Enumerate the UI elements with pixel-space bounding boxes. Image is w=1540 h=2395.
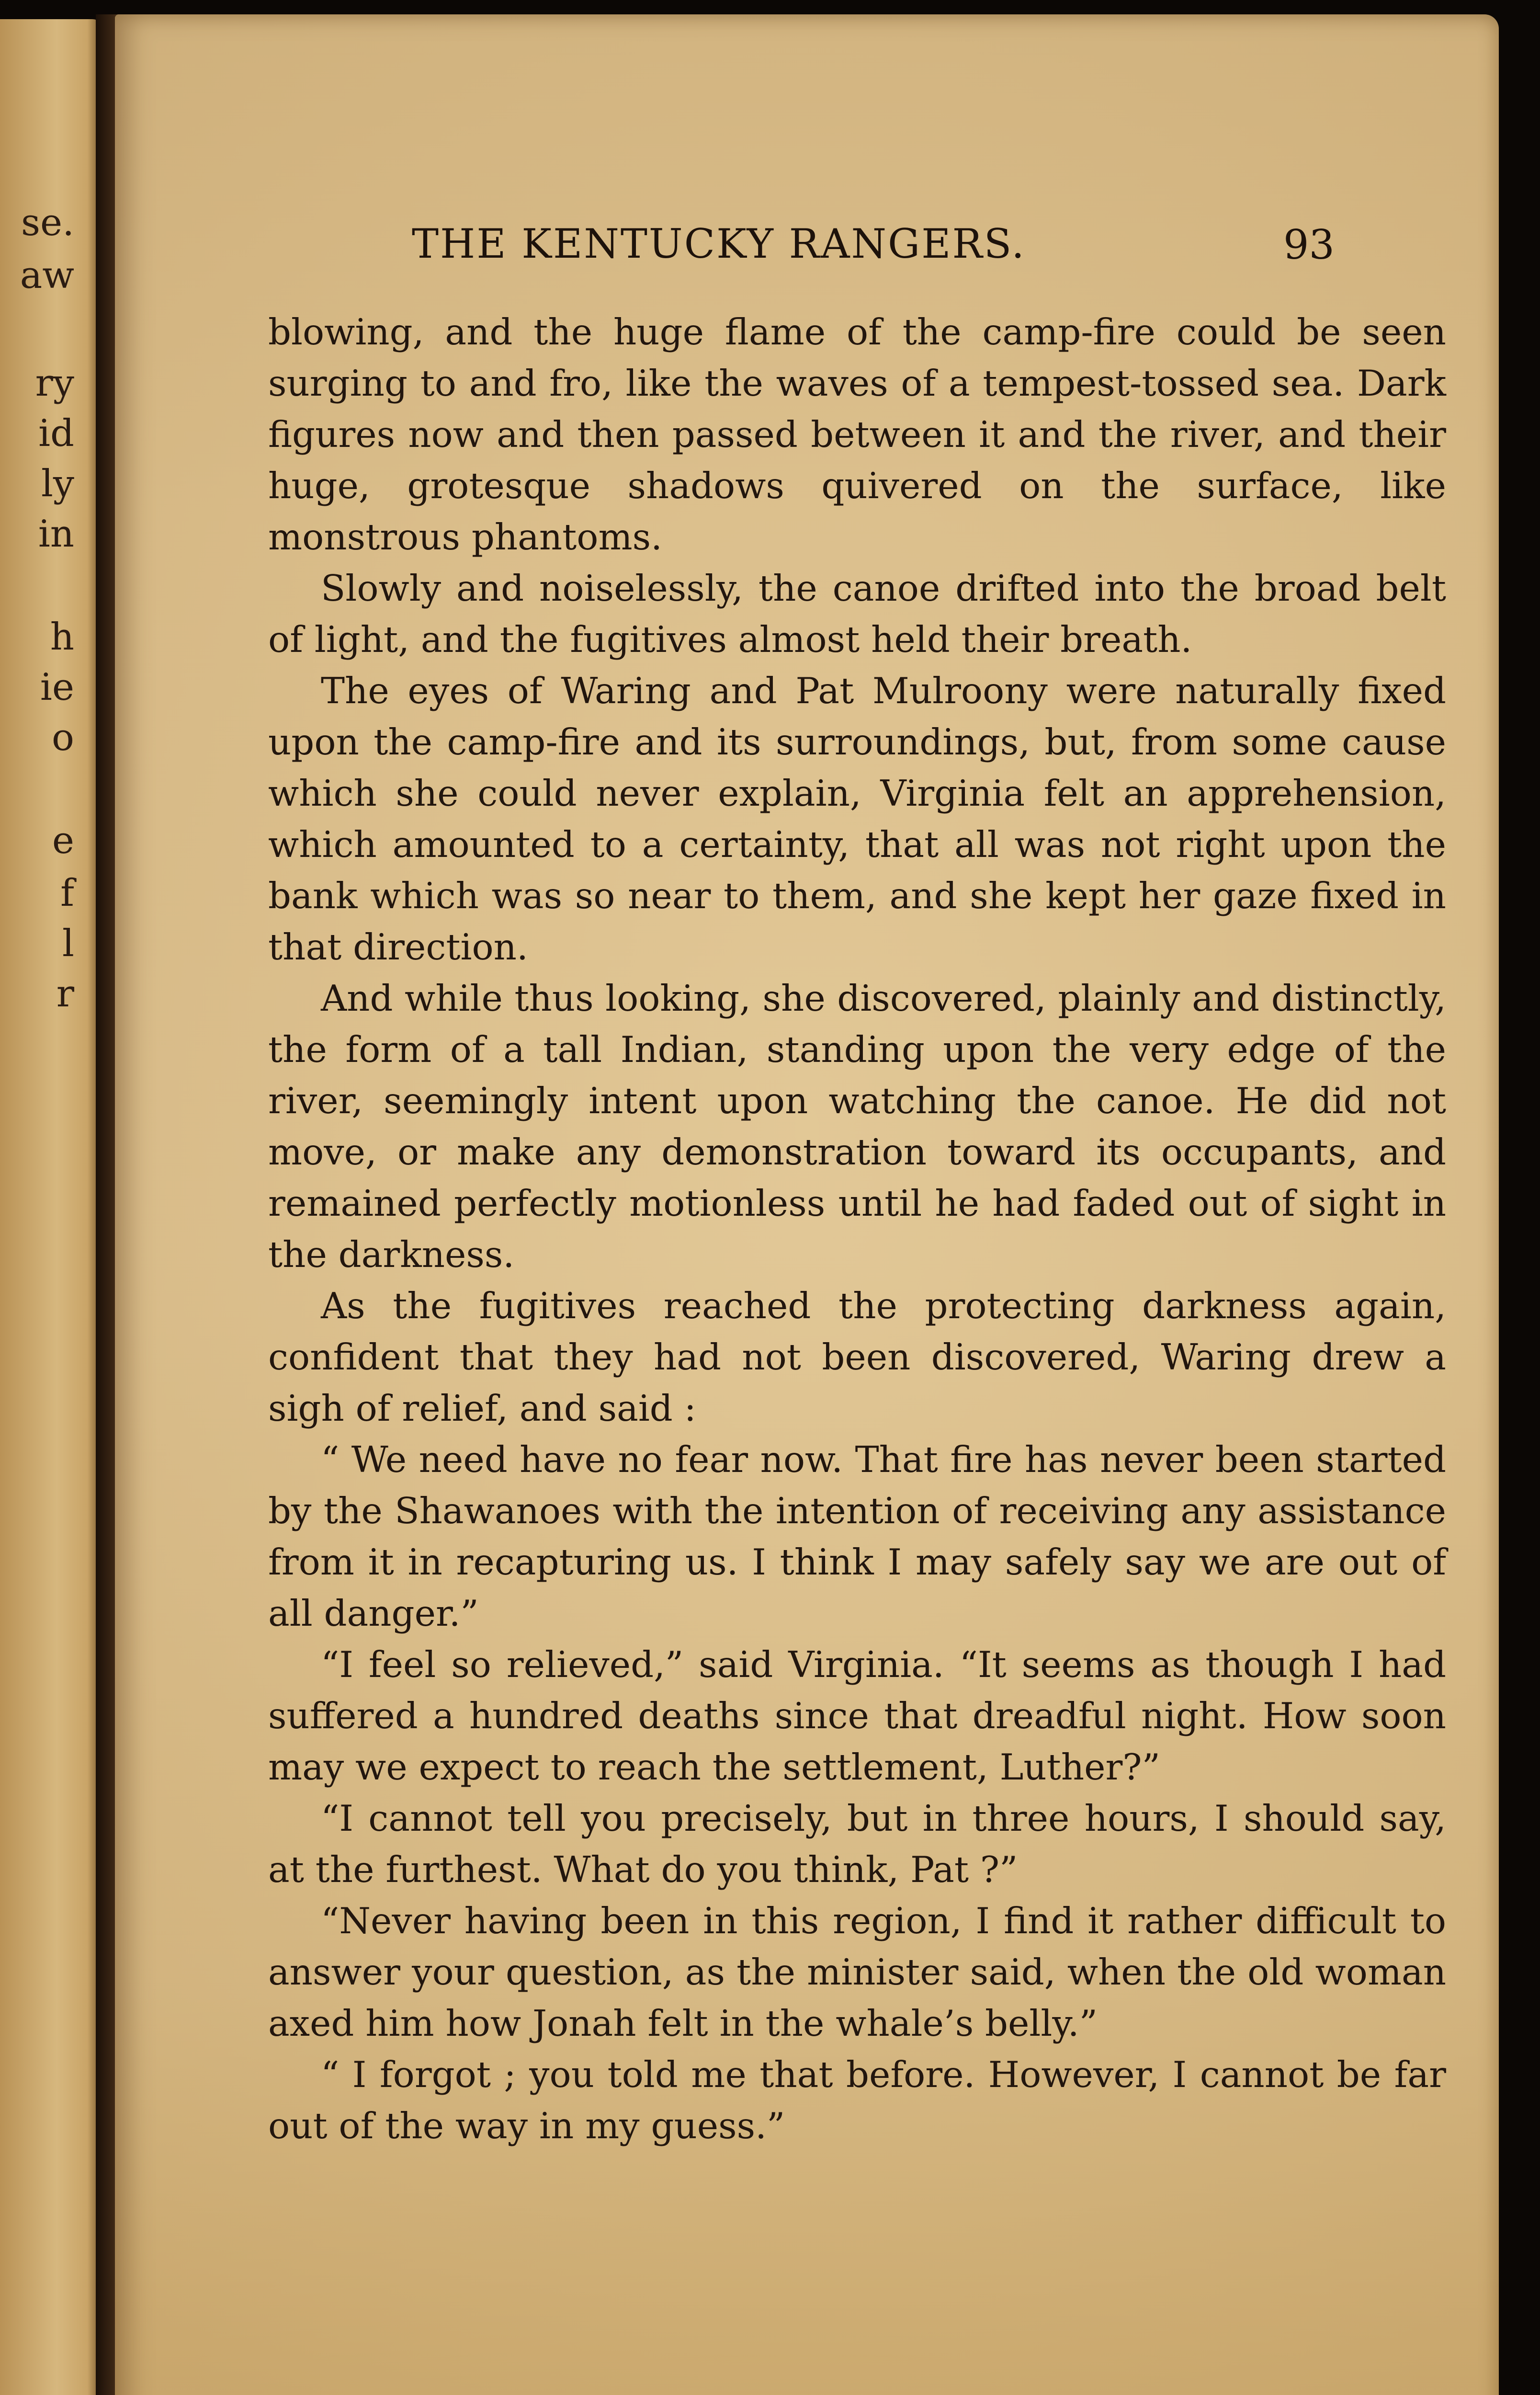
left-page-fragment: se. bbox=[21, 201, 74, 244]
left-page-fragment: e bbox=[52, 819, 74, 862]
left-page-fragment: r bbox=[56, 972, 74, 1015]
left-page-fragment: aw bbox=[20, 254, 74, 297]
paragraph: “I cannot tell you precisely, but in three hours, I should say, at the furthest. What do you think, Pat ?” bbox=[268, 1797, 1446, 1891]
left-page-fragment: in bbox=[38, 513, 74, 556]
paragraph: “I feel so relieved,” said Virginia. “It seems as though I had suffered a hundred deaths since that dreadful night. How soon may we expect to reach the settlement, Luther?” bbox=[268, 1643, 1446, 1788]
paragraph: “ We need have no fear now. That fire has never been started by the Shawanoes with the intention of receiving any assistance from it in recapturing us. I think I may safely say we are out of all danger.” bbox=[268, 1438, 1446, 1634]
running-title: THE KENTUCKY RANGERS. bbox=[412, 220, 1026, 267]
body-text bbox=[268, 307, 1446, 2152]
paragraph: “Never having been in this region, I find it rather difficult to answer your question, as the minister said, when the old woman axed him how Jonah felt in the whale’s belly.” bbox=[268, 1900, 1446, 2044]
left-page-fragment: ly bbox=[41, 462, 74, 505]
paragraph: “ I forgot ; you told me that before. However, I cannot be far out of the way in my guess.” bbox=[268, 2053, 1446, 2147]
left-page-fragment: id bbox=[38, 412, 74, 455]
paragraph: Slowly and noiselessly, the canoe drifted into the broad belt of light, and the fugitives almost held their breath. bbox=[268, 567, 1446, 661]
paragraph: And while thus looking, she discovered, plainly and distinctly, the form of a tall Indian, standing upon the very edge of the river, seemingly intent upon watching the canoe. He did not move, or make any demonstration toward its occupants, and remained perfectly motionless until he had faded out of sight in the darkness. bbox=[268, 977, 1446, 1276]
paragraph: As the fugitives reached the protecting darkness again, confident that they had not been discovered, Waring drew a sigh of relief, and said : bbox=[268, 1285, 1446, 1429]
left-page-fragment: h bbox=[50, 616, 74, 659]
left-facing-page bbox=[0, 19, 103, 2395]
left-page-fragment: l bbox=[62, 922, 74, 965]
paragraph: The eyes of Waring and Pat Mulroony were naturally fixed upon the camp-fire and its surroundings, but, from some cause which she could never explain, Virginia felt an apprehension, which amounted to a certainty, that all was not right upon the bank which was so near to them, and she kept her gaze fixed in that direction. bbox=[268, 670, 1446, 968]
book-page bbox=[115, 14, 1499, 2395]
left-page-fragment: f bbox=[60, 872, 74, 915]
page-number: 93 bbox=[1283, 221, 1335, 268]
left-page-fragment: o bbox=[52, 716, 74, 759]
paragraph: blowing, and the huge flame of the camp-fire could be seen surging to and fro, like the waves of a tempest-tossed sea. Dark figures now and then passed between it and the river, and their huge, grotesque shadows quivered on the surface, like monstrous phantoms. bbox=[268, 311, 1446, 558]
left-page-fragment: ry bbox=[35, 362, 74, 405]
left-page-fragment: ie bbox=[40, 666, 74, 709]
